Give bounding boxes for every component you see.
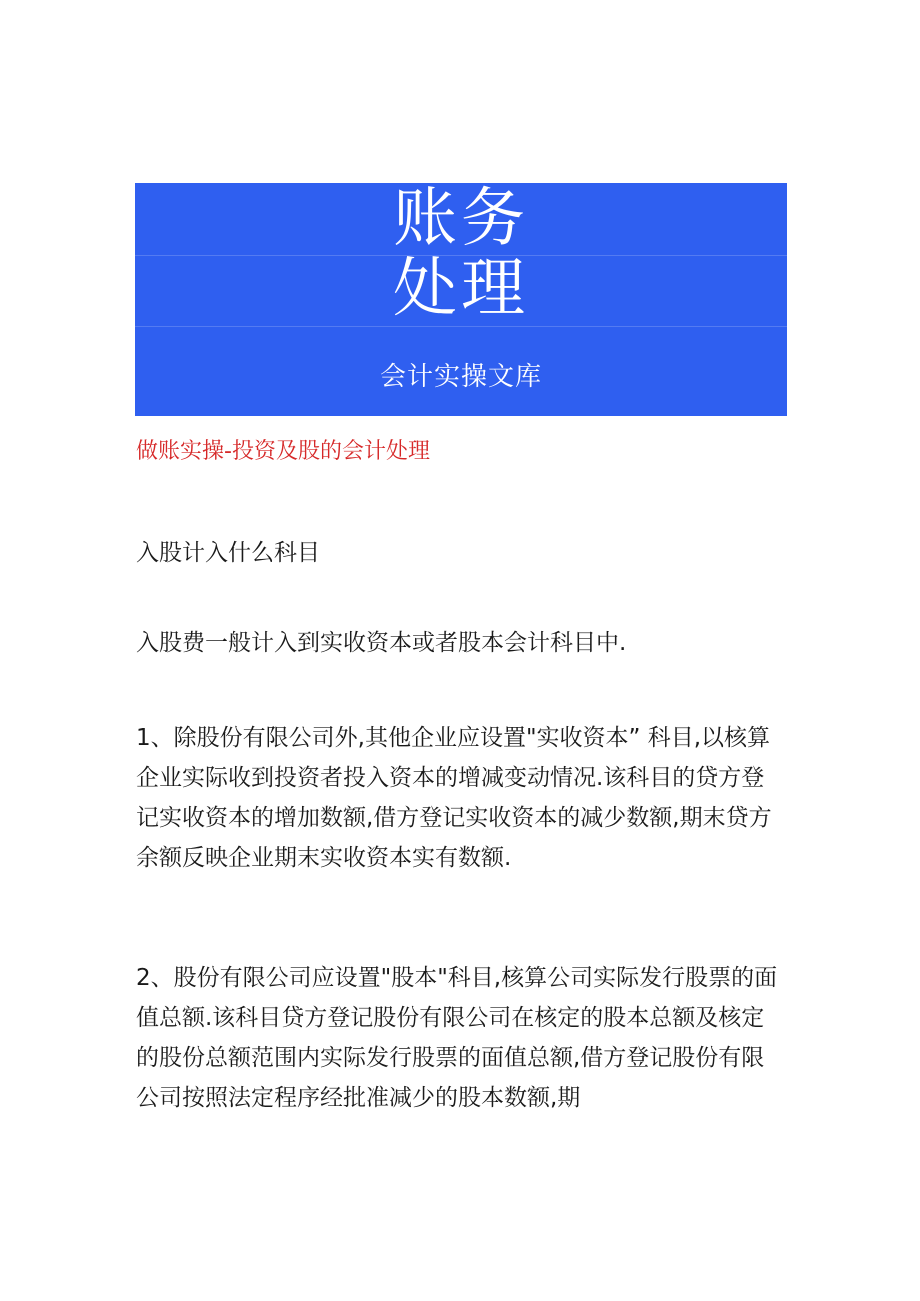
- cover-banner: [135, 183, 787, 416]
- answer-text: 入股费一般计入到实收资本或者股本会计科目中.: [136, 630, 627, 656]
- banner-title-line-2: 处理: [393, 252, 529, 326]
- paragraph-2: [136, 958, 782, 1118]
- paragraph-1: [136, 718, 782, 878]
- paragraph-line: 的股份总额范围内实际发行股票的面值总额,借方登记股份有限: [136, 1045, 765, 1071]
- paragraph-line: 公司按照法定程序经批准减少的股本数额,期: [136, 1085, 581, 1111]
- paragraph-line: 余额反映企业期末实收资本实有数额.: [136, 845, 512, 871]
- paragraph-line: 记实收资本的增加数额,借方登记实收资本的减少数额,期末贷方: [136, 805, 772, 831]
- banner-divider: [135, 326, 787, 327]
- paragraph-line: 2、股份有限公司应设置"股本"科目,核算公司实际发行股票的面: [136, 965, 778, 991]
- paragraph-line: 1、除股份有限公司外,其他企业应设置"实收资本” 科目,以核算: [136, 725, 771, 751]
- banner-title-line-1: 账务: [393, 183, 529, 256]
- banner-subtitle: 会计实操文库: [379, 362, 542, 392]
- paragraph-line: 企业实际收到投资者投入资本的增减变动情况.该科目的贷方登: [136, 765, 765, 791]
- document-heading: 做账实操-投资及股的会计处理: [136, 439, 430, 464]
- question-text: 入股计入什么科目: [136, 540, 320, 566]
- paragraph-line: 值总额.该科目贷方登记股份有限公司在核定的股本总额及核定: [136, 1005, 765, 1031]
